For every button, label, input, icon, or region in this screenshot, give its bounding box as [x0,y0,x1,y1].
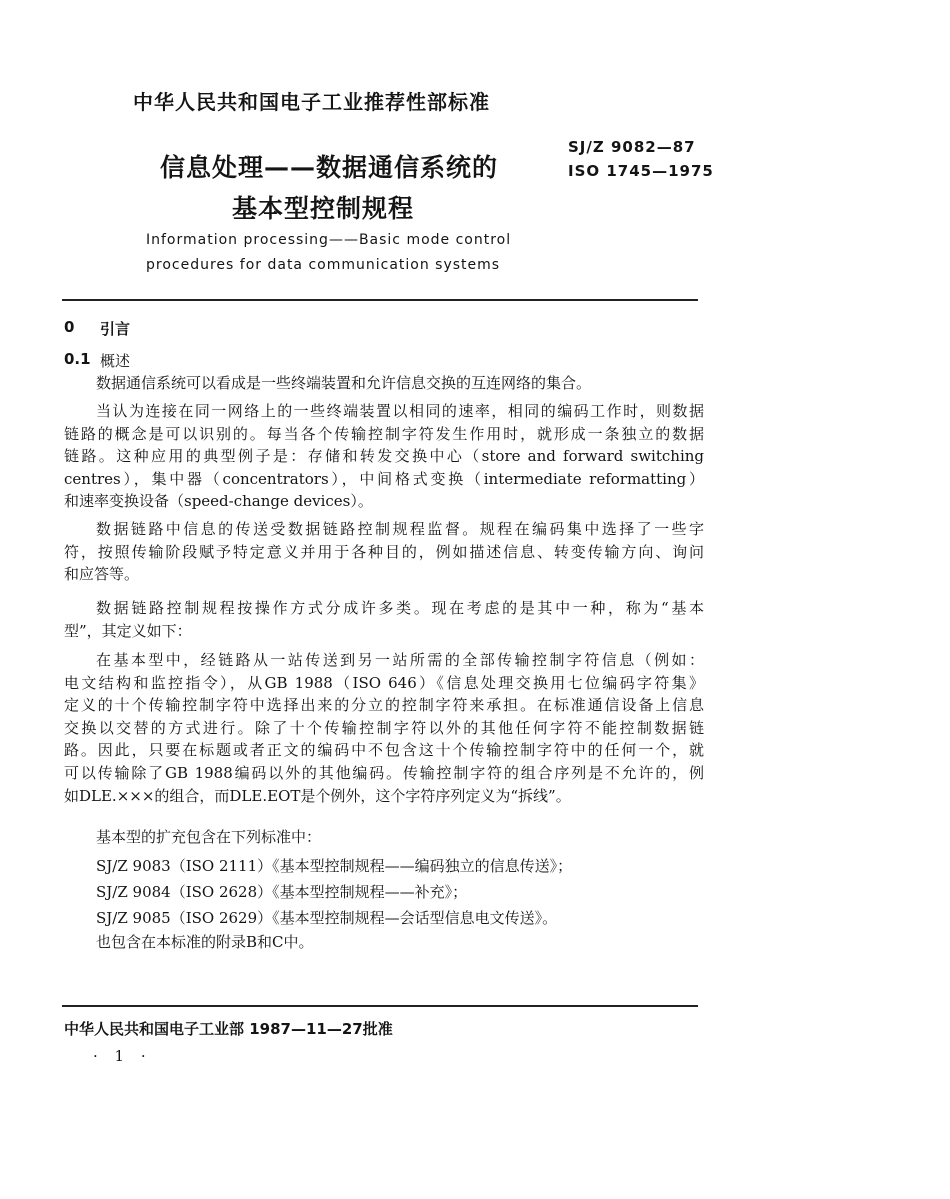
reference-sjz-9085: SJ/Z 9085（ISO 2629）《基本型控制规程—会话型信息电文传送》。 [96,909,558,927]
paragraph-line: 也包含在本标准的附录B和C中。 [96,933,314,951]
english-title-line2: procedures for data communication systems [146,257,501,273]
paragraph-3 [64,518,704,586]
paragraph-5 [64,649,704,807]
paragraph-line: 和速率变换设备（speed-change devices）。 [64,492,373,511]
paragraph-line: 和应答等。 [64,565,140,584]
paragraph-line: 型”，其定义如下： [64,621,192,640]
paragraph-line: 数据链路中信息的传送受数据链路控制规程监督。规程在编码集中选择了一些字 [96,520,704,538]
paragraph-line: 基本型的扩充包含在下列标准中： [96,828,322,846]
english-title-line1: Information processing——Basic mode control [146,232,512,248]
reference-sjz-9083: SJ/Z 9083（ISO 2111）《基本型控制规程——编码独立的信息传送》； [96,857,573,875]
section-0-number: 0 [64,318,75,336]
paragraph-line: 在基本型中，经链路从一站传送到另一站所需的全部传输控制字符信息（例如： [96,651,704,669]
paragraph-line: 链路。这种应用的典型例子是：存储和转发交换中心（store and forward switching [64,447,704,466]
paragraph-line: centres），集中器（concentrators），中间格式变换（intermediate reformatting） [64,469,704,488]
paragraph-line: 当认为连接在同一网络上的一些终端装置以相同的速率，相同的编码工作时，则数据 [96,402,704,420]
paragraph-6 [64,826,704,849]
paragraph-line: 数据通信系统可以看成是一些终端装置和允许信息交换的互连网络的集合。 [96,374,592,392]
paragraph-line: 定义的十个传输控制字符中选择出来的分立的控制字符来承担。在标准通信设备上信息 [64,696,704,715]
standard-code-sj: SJ/Z 9082—87 [568,138,696,156]
paragraph-2 [64,400,704,513]
paragraph-line: 路。因此，只要在标题或者正文的编码中不包含这十个传输控制字符中的任何一个，就 [64,741,704,760]
standard-code-iso: ISO 1745—1975 [568,162,714,180]
paragraph-line: 符，按照传输阶段赋予特定意义并用于各种目的，例如描述信息、转变传输方向、询问 [64,542,704,561]
approval-statement: 中华人民共和国电子工业部 1987—11—27批准 [64,1020,393,1038]
paragraph-1 [64,372,704,395]
paragraph-line: 交换以交替的方式进行。除了十个传输控制字符以外的其他任何字符不能控制数据链 [64,718,704,737]
paragraph-7 [64,931,704,954]
doc-title-line1: 信息处理——数据通信系统的 [160,153,499,182]
paragraph-4 [64,597,704,642]
paragraph-line: 电文结构和监控指令），从GB 1988（ISO 646）《信息处理交换用七位编码字符集》 [64,673,704,692]
section-0-title: 引言 [100,320,131,338]
paragraph-line: 可以传输除了GB 1988编码以外的其他编码。传输控制字符的组合序列是不允许的，例 [64,763,704,782]
issuing-authority: 中华人民共和国电子工业推荐性部标准 [133,90,490,114]
section-0-1-number: 0.1 [64,350,91,368]
page-number: · 1 · [93,1047,152,1065]
top-divider [62,299,698,301]
section-0-1-title: 概述 [100,352,131,370]
reference-sjz-9084: SJ/Z 9084（ISO 2628）《基本型控制规程——补充》； [96,883,468,901]
paragraph-line: 如DLE.×××的组合，而DLE.EOT是个例外，这个字符序列定义为“拆线”。 [64,786,571,805]
paragraph-line: 数据链路控制规程按操作方式分成许多类。现在考虑的是其中一种，称为“基本 [96,599,704,617]
bottom-divider [62,1005,698,1007]
paragraph-line: 链路的概念是可以识别的。每当各个传输控制字符发生作用时，就形成一条独立的数据 [64,424,704,443]
doc-title-line2: 基本型控制规程 [232,194,415,223]
